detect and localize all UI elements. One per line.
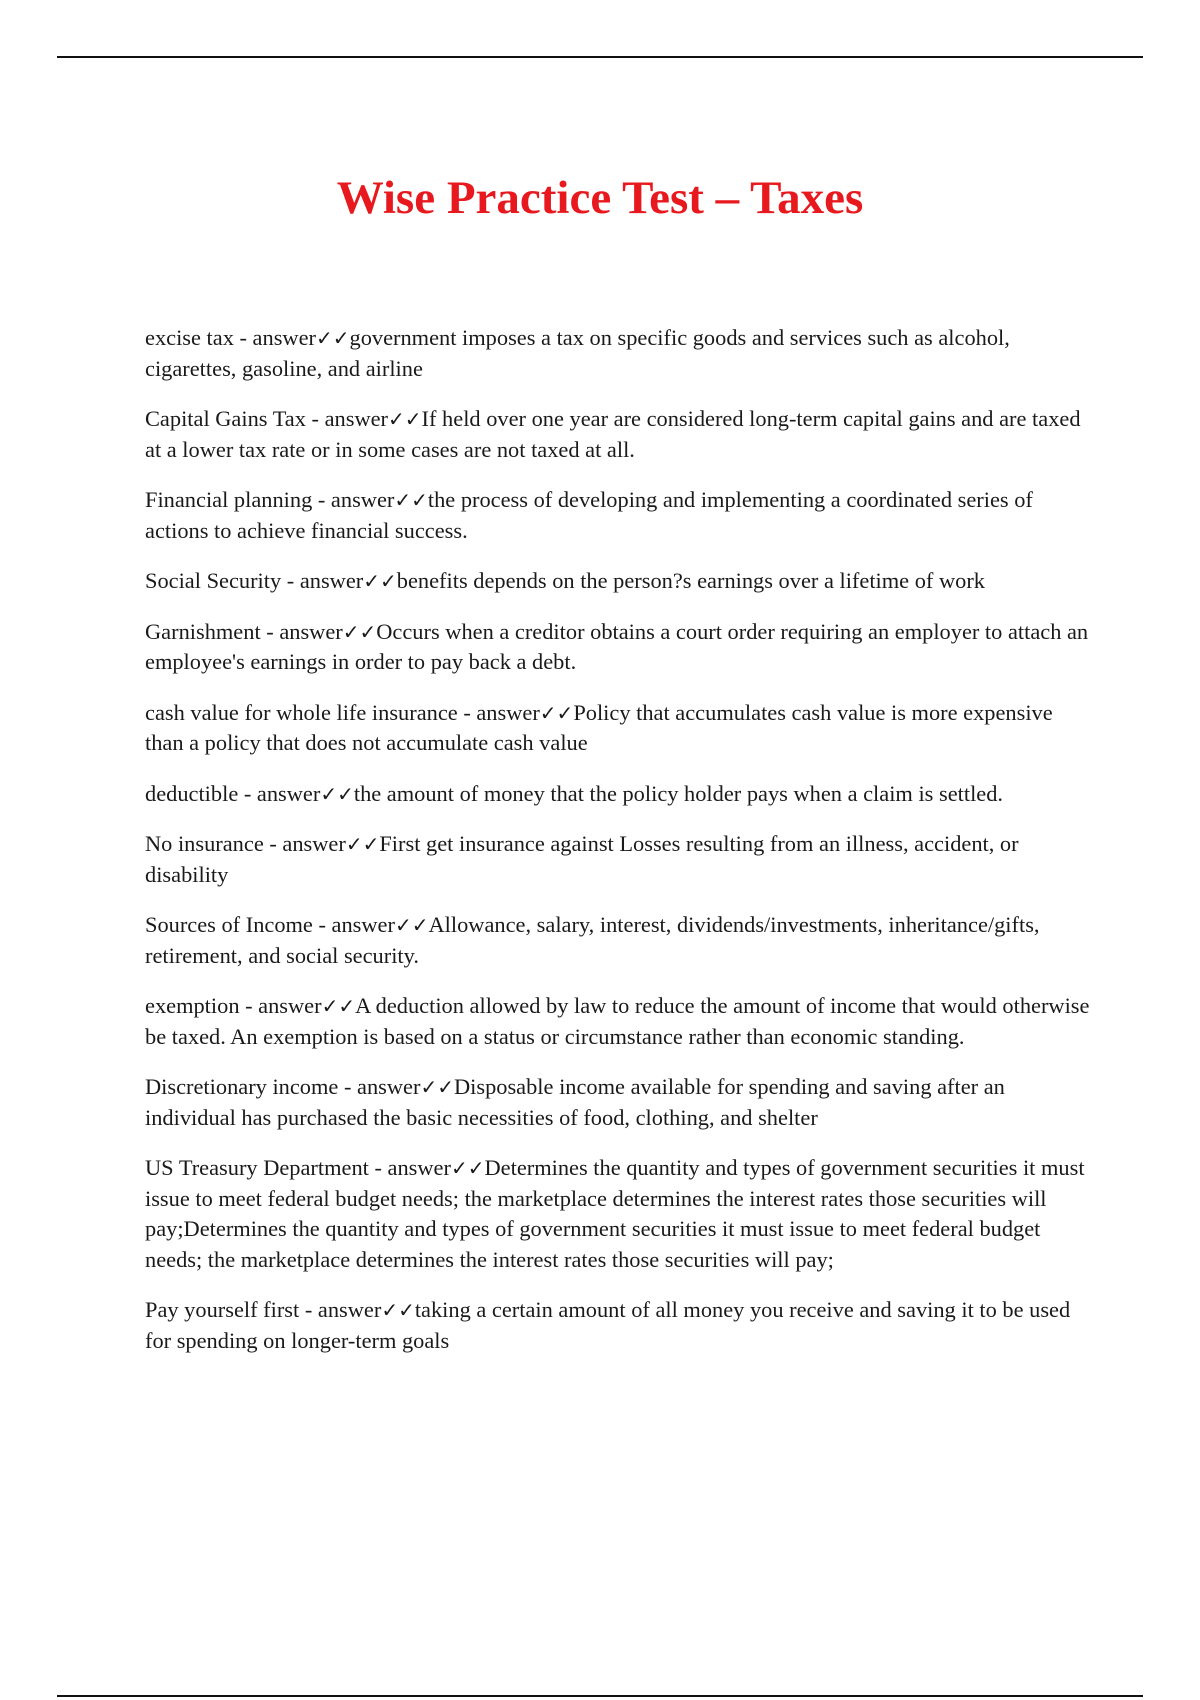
entry (145, 566, 1090, 597)
entry-separator: - answer (299, 1297, 382, 1322)
entry-separator: - answer (263, 831, 346, 856)
double-check-icon: ✓✓ (381, 1298, 415, 1322)
double-check-icon: ✓✓ (315, 326, 350, 350)
entry (145, 910, 1090, 971)
entry-definition: A deduction allowed by law to reduce the amount of income that would otherwise be taxed. An exemption is based on a status or circumstance rather than economic standing. (145, 993, 1090, 1049)
entry-term: Social Security (145, 568, 282, 593)
entry-separator: - answer (312, 487, 395, 512)
entry-term: excise tax (145, 325, 234, 350)
double-check-icon: ✓✓ (320, 781, 354, 806)
entry-term: Garnishment (145, 618, 261, 644)
entry-definition: the process of developing and implementing a coordinated series of actions to achieve financial success. (145, 487, 1033, 543)
double-check-icon: ✓✓ (345, 832, 380, 856)
entry (145, 1295, 1090, 1356)
entry-term: Pay yourself first (145, 1297, 300, 1322)
entry (145, 617, 1090, 678)
entry-definition: Occurs when a creditor obtains a court order requiring an employer to attach an employee's earnings in order to pay back a debt. (145, 618, 1089, 674)
double-check-icon: ✓✓ (342, 619, 377, 644)
entry-definition: benefits depends on the person?s earnings over a lifetime of work (396, 568, 985, 593)
entry (145, 698, 1090, 759)
top-rule (57, 56, 1143, 58)
entry (145, 991, 1090, 1052)
entry-term: Financial planning (145, 487, 313, 512)
entry (145, 404, 1090, 465)
double-check-icon: ✓✓ (394, 488, 428, 512)
double-check-icon: ✓✓ (321, 994, 356, 1018)
entry (145, 1153, 1090, 1275)
entry (145, 1072, 1090, 1133)
entry-definition: Determines the quantity and types of government securities it must issue to meet federal budget needs; the marketplace determines the interest rates those securities will pay;Determines the quantity and types of government securities it must issue to meet federal budget needs; the marketplace determines the interest rates those securities will pay; (145, 1155, 1085, 1272)
entry-term: No insurance (145, 831, 264, 856)
double-check-icon: ✓✓ (450, 1156, 485, 1180)
entry-separator: - answer (305, 406, 389, 431)
entry-term: deductible (145, 780, 239, 806)
entry-term: US Treasury Department (145, 1155, 369, 1180)
double-check-icon: ✓✓ (420, 1075, 454, 1099)
entry-separator: - answer (233, 325, 316, 350)
double-check-icon: ✓✓ (539, 700, 574, 725)
entry-term: cash value for whole life insurance (145, 699, 458, 725)
entry-separator: - answer (260, 618, 343, 644)
entry-separator: - answer (338, 1074, 421, 1099)
entry-list (145, 323, 1090, 1376)
entry-definition: Disposable income available for spending and saving after an individual has purchased the basic necessities of food, clothing, and shelter (145, 1074, 1005, 1130)
entry-separator: - answer (312, 912, 395, 937)
entry (145, 323, 1090, 384)
entry-definition: If held over one year are considered long-term capital gains and are taxed at a lower tax rate or in some cases are not taxed at all. (145, 406, 1081, 462)
entry-separator: - answer (281, 568, 364, 593)
entry-definition: government imposes a tax on specific goods and services such as alcohol, cigarettes, gasoline, and airline (145, 325, 1010, 381)
entry-term: Discretionary income (145, 1074, 339, 1099)
entry (145, 779, 1090, 810)
entry-term: Sources of Income (145, 912, 313, 937)
entry-definition: Allowance, salary, interest, dividends/investments, inheritance/gifts, retirement, and social security. (145, 912, 1040, 968)
entry-definition: taking a certain amount of all money you receive and saving it to be used for spending on longer-term goals (145, 1297, 1071, 1353)
entry-definition: First get insurance against Losses resulting from an illness, accident, or disability (145, 831, 1019, 887)
bottom-rule (57, 1695, 1143, 1697)
page-title: Wise Practice Test – Taxes (336, 172, 864, 224)
entry-term: exemption (145, 993, 240, 1018)
double-check-icon: ✓✓ (394, 913, 429, 937)
entry-term: Capital Gains Tax (145, 406, 306, 431)
double-check-icon: ✓✓ (363, 569, 397, 593)
double-check-icon: ✓✓ (388, 407, 422, 431)
entry-separator: - answer (368, 1155, 451, 1180)
entry-separator: - answer (238, 780, 321, 806)
entry-definition: the amount of money that the policy holder pays when a claim is settled. (353, 780, 1004, 806)
entry (145, 829, 1090, 890)
entry-separator: - answer (239, 993, 322, 1018)
entry-definition: Policy that accumulates cash value is more expensive than a policy that does not accumulate cash value (145, 699, 1053, 755)
entry-separator: - answer (457, 699, 540, 725)
entry (145, 485, 1090, 546)
